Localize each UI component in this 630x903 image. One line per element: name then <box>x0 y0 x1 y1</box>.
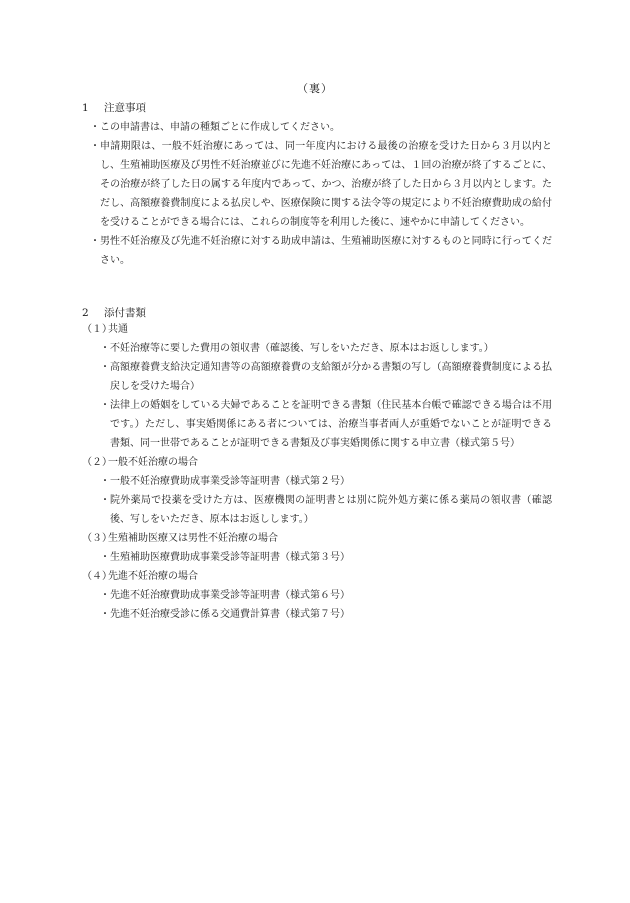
bullet-dot: ・ <box>100 400 110 411</box>
section1-bullet-1: ・ この申請書は、申請の種類ごとに作成してください。 <box>90 118 552 137</box>
group-2-heading: （２）一般不妊治療の場合 <box>82 457 198 468</box>
bullet-dot: ・ <box>100 476 110 487</box>
group-1-bullet-2: ・ 高額療養費支給決定通知書等の高額療養費の支給額が分かる書類の写し（高額療養費制度による払戻しを受けた場合） <box>100 358 552 396</box>
section2-heading <box>82 305 146 320</box>
group-1-bullet-1: ・ 不妊治療等に要した費用の領収書（確認後、写しをいただき、原本はお返しします。） <box>100 339 552 358</box>
group-2-bullet-2: ・ 院外薬局で投薬を受けた方は、医療機関の証明書とは別に院外処方薬に係る薬局の領収書（確認後、写しをいただき、原本はお返しします。） <box>100 491 552 529</box>
bullet-dot: ・ <box>100 362 110 373</box>
group-4-heading: （４）先進不妊治療の場合 <box>82 571 198 582</box>
bullet-dot: ・ <box>90 122 100 133</box>
group-4-bullet-1: ・ 先進不妊治療費助成事業受診等証明書（様式第６号） <box>100 586 552 605</box>
bullet-dot: ・ <box>90 141 100 152</box>
bullet-dot: ・ <box>100 343 110 354</box>
section1-number: 1 <box>82 102 89 114</box>
group-2-bullet-1: ・ 一般不妊治療費助成事業受診等証明書（様式第２号） <box>100 472 552 491</box>
section2-title: 添付書類 <box>104 307 146 319</box>
group-1-bullets <box>0 339 630 453</box>
section1-title: 注意事項 <box>104 102 146 114</box>
section1-bullet-2: ・ 申請期限は、一般不妊治療にあっては、同一年度内における最後の治療を受けた日から３月以内とし、生殖補助医療及び男性不妊治療並びに先進不妊治療にあっては、１回の治療が終了するごとに、その治療が終了した日の属する年度内であって、かつ、治療が終了した日から３月以内とします。ただし、高額療養費制度による払戻しや、医療保険に関する法令等の規定により不妊治療費助成の給付を受けることができる場合には、これらの制度等を利用した後に、速やかに申請してください。 <box>90 137 552 232</box>
section1-bullet-3: ・ 男性不妊治療及び先進不妊治療に対する助成申請は、生殖補助医療に対するものと同時に行ってください。 <box>90 232 552 270</box>
group-2-bullets <box>0 472 630 529</box>
bullet-dot: ・ <box>100 609 110 620</box>
group-3-heading: （３）生殖補助医療又は男性不妊治療の場合 <box>82 533 278 544</box>
group-1-bullet-3: ・ 法律上の婚姻をしている夫婦であることを証明できる書類（住民基本台帳で確認できる場合は不用です。）ただし、事実婚関係にある者については、治療当事者両人が重婚でないことが証明できる書類、同一世帯であることが証明できる書類及び事実婚関係に関する申立書（様式第５号） <box>100 396 552 453</box>
bullet-dot: ・ <box>90 236 100 247</box>
group-3-bullets <box>0 548 630 567</box>
page-title: （裏） <box>297 82 333 95</box>
group-4-bullet-2: ・ 先進不妊治療受診に係る交通費計算書（様式第７号） <box>100 605 552 624</box>
group-3-bullet-1: ・ 生殖補助医療費助成事業受診等証明書（様式第３号） <box>100 548 552 567</box>
section1-heading <box>82 100 146 115</box>
section2-number: 2 <box>82 307 89 319</box>
bullet-dot: ・ <box>100 495 110 506</box>
group-1-heading: （１）共通 <box>82 324 128 335</box>
section1-bullets <box>0 118 630 270</box>
bullet-dot: ・ <box>100 590 110 601</box>
group-4-bullets <box>0 586 630 624</box>
bullet-dot: ・ <box>100 552 110 563</box>
